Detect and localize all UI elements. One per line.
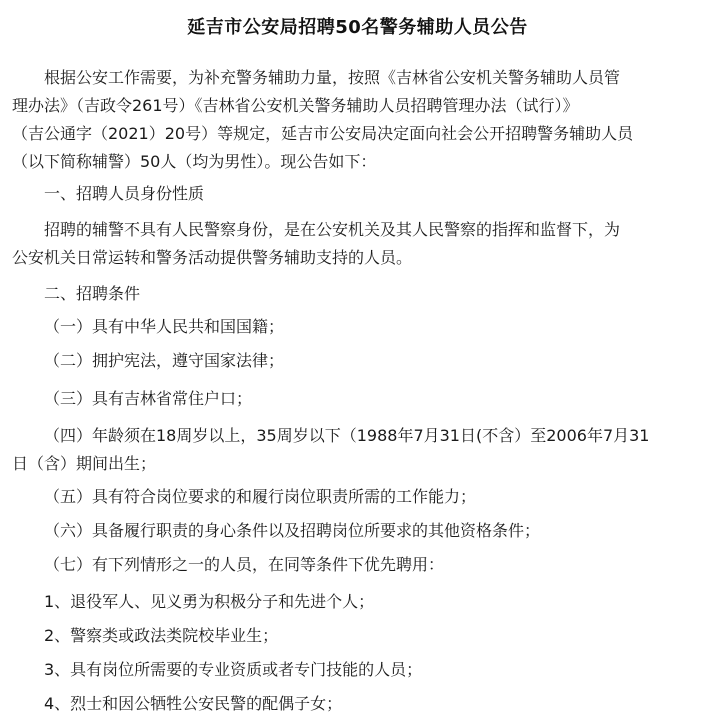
condition-item: （六）具备履行职责的身心条件以及招聘岗位所要求的其他资格条件； [44, 521, 541, 540]
intro-line: （以下简称辅警）50人（均为男性）。现公告如下： [12, 152, 377, 171]
section-heading-conditions: 二、招聘条件 [44, 284, 141, 303]
intro-paragraph [12, 64, 702, 176]
priority-item: 3、具有岗位所需要的专业资质或者专门技能的人员； [44, 660, 423, 679]
condition-item-age [12, 422, 702, 478]
intro-line: 根据公安工作需要，为补充警务辅助力量，按照《吉林省公安机关警务辅助人员管 [44, 68, 621, 87]
section1-paragraph [12, 216, 702, 272]
priority-item: 4、烈士和因公牺牲公安民警的配偶子女； [44, 694, 343, 713]
condition-age-line: 日（含）期间出生； [12, 454, 157, 473]
condition-item: （七）有下列情形之一的人员，在同等条件下优先聘用： [44, 555, 445, 574]
section1-line: 招聘的辅警不具有人民警察身份，是在公安机关及其人民警察的指挥和监督下，为 [44, 220, 621, 239]
section1-line: 公安机关日常运转和警务活动提供警务辅助支持的人员。 [12, 248, 413, 267]
intro-line: 理办法》（吉政令261号）《吉林省公安机关警务辅助人员招聘管理办法（试行）》 [12, 96, 579, 115]
intro-line: （吉公通字（2021）20号）等规定，延吉市公安局决定面向社会公开招聘警务辅助人员 [12, 124, 634, 143]
condition-item: （二）拥护宪法，遵守国家法律； [44, 351, 285, 370]
condition-age-line: （四）年龄须在18周岁以上，35周岁以下（1988年7月31日(不含）至2006年7月31 [44, 426, 650, 445]
condition-item: （三）具有吉林省常住户口； [44, 389, 253, 408]
priority-item: 1、退役军人、见义勇为积极分子和先进个人； [44, 592, 375, 611]
page-title: 延吉市公安局招聘50名警务辅助人员公告 [187, 17, 528, 38]
condition-item: （五）具有符合岗位要求的和履行岗位职责所需的工作能力； [44, 487, 477, 506]
section-heading-identity: 一、招聘人员身份性质 [44, 184, 205, 203]
priority-item: 2、警察类或政法类院校毕业生； [44, 626, 279, 645]
condition-item: （一）具有中华人民共和国国籍； [44, 317, 285, 336]
